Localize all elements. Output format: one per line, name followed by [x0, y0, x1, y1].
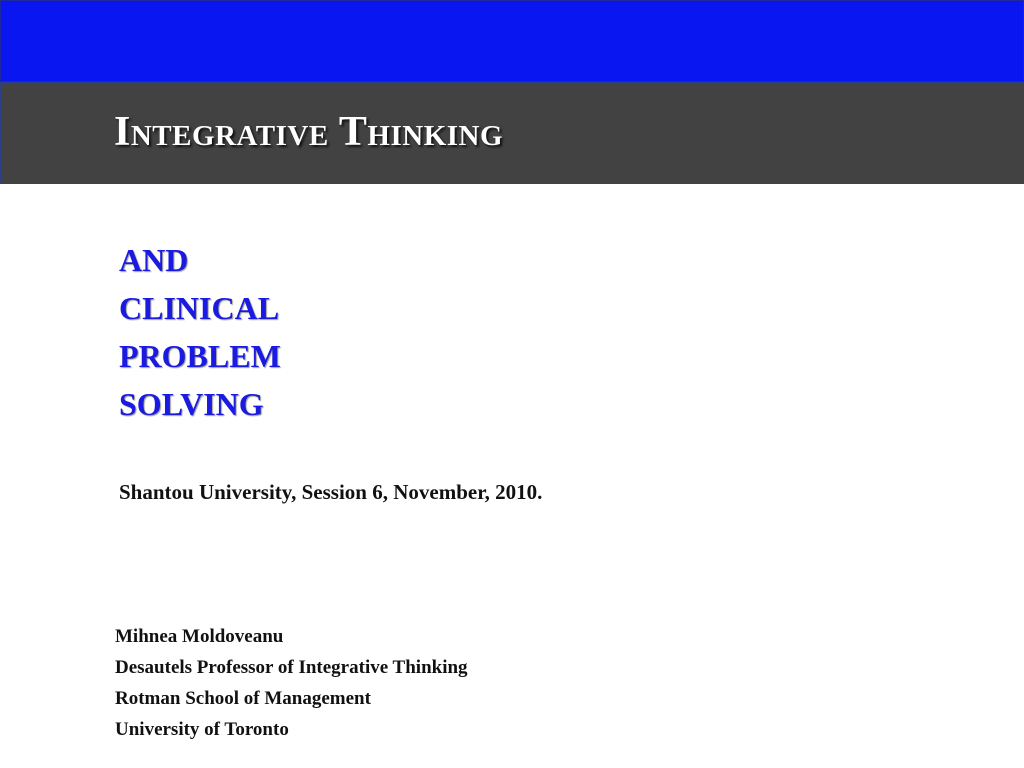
subtitle-line: CLINICAL	[119, 290, 280, 326]
subtitle-line: SOLVING	[119, 386, 264, 422]
author-position: Desautels Professor of Integrative Thinking	[115, 657, 468, 678]
author-school: Rotman School of Management	[115, 688, 371, 709]
author-block	[115, 621, 468, 745]
author-university: University of Toronto	[115, 719, 289, 740]
subtitle-line: AND	[119, 242, 189, 278]
slide-title: Integrative Thinking	[114, 109, 504, 155]
subtitle-line: PROBLEM	[119, 338, 281, 374]
top-color-band	[0, 0, 1024, 82]
author-name: Mihnea Moldoveanu	[115, 626, 284, 647]
subtitle-block	[119, 236, 281, 428]
session-info: Shantou University, Session 6, November, 2010.	[119, 480, 543, 504]
